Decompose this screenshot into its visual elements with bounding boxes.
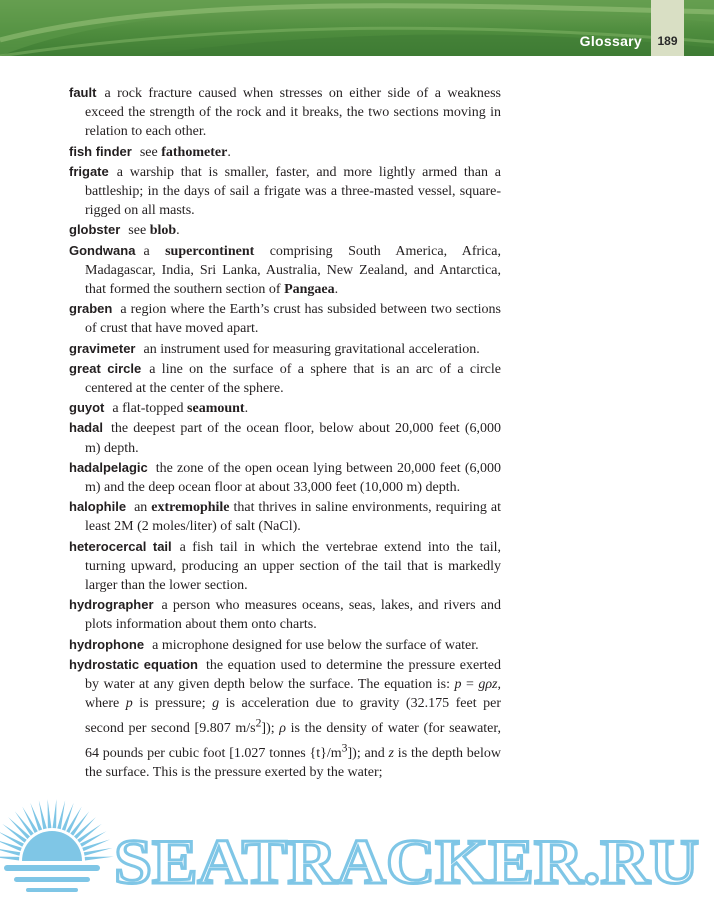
glossary-entry xyxy=(69,83,501,142)
section-title: Glossary xyxy=(579,33,642,49)
sun-burst-icon xyxy=(0,799,114,907)
seatracker-watermark xyxy=(0,795,714,907)
glossary-entry xyxy=(69,162,501,221)
glossary-definition: a region where the Earth’s crust has subsided between two sections of crust that have moved apart. xyxy=(85,302,501,337)
cross-reference: fathometer xyxy=(161,144,228,160)
glossary-entry xyxy=(69,339,501,359)
glossary-term: halophile xyxy=(69,499,127,515)
glossary-entry xyxy=(69,635,501,655)
glossary-definition: the deepest part of the ocean floor, below about 20,000 feet (6,000 m) depth. xyxy=(85,421,501,456)
glossary-term: heterocercal tail xyxy=(69,538,172,554)
glossary-entry xyxy=(69,655,501,783)
glossary-term: frigate xyxy=(69,163,109,179)
glossary-entry xyxy=(69,241,501,300)
glossary-definition: a warship that is smaller, faster, and more lightly armed than a battleship; in the days of sail a frigate was a three-masted vessel, square-rigged on all masts. xyxy=(85,164,501,219)
glossary-definition: an instrument used for measuring gravitational acceleration. xyxy=(143,341,480,357)
glossary-term: Gondwana xyxy=(69,242,136,258)
glossary-entry xyxy=(69,537,501,596)
glossary-definition: a person who measures oceans, seas, lakes, and rivers and plots information about them onto charts. xyxy=(85,598,501,633)
glossary-definition: a fish tail in which the vertebrae extend into the tail, turning upward, producing an upper section of the tail that is markedly larger than the lower section. xyxy=(85,539,501,594)
sun-ray xyxy=(85,857,114,861)
watermark-text: SEATRACKER.RU xyxy=(114,826,699,897)
glossary-entry xyxy=(69,359,501,398)
glossary-term: graben xyxy=(69,301,113,317)
glossary-entry xyxy=(69,398,501,418)
glossary-definition: the equation used to determine the pressure exerted by water at any given depth below the surface. The equation is: p = gρz, where p is pressure; g is acceleration due to gravity (32.175 feet per second per second [9.807 $m/s^2$]); ρ is the density of water (for seawater, 64 pounds per cubic foot [1.027 tonnes $\{t\}/m^3$]); and z is the depth below the surface. This is the pressure exerted by the water; xyxy=(85,657,502,781)
cross-reference: extremophile xyxy=(151,500,230,516)
glossary-entry xyxy=(69,418,501,457)
glossary-definition: a supercontinent comprising South America, Africa, Madagascar, India, Sri Lanka, Australia, New Zealand, and Antarctica, that formed the southern section of Pangaea. xyxy=(85,243,501,298)
glossary-definition: a microphone designed for use below the surface of water. xyxy=(152,637,479,653)
glossary-entry xyxy=(69,142,501,162)
glossary-term: hydrophone xyxy=(69,636,145,652)
glossary-definition: a flat-topped seamount. xyxy=(112,401,249,417)
sun-ray xyxy=(0,857,19,861)
glossary-term: fish finder xyxy=(69,143,132,159)
glossary-term: hadal xyxy=(69,420,103,436)
glossary-term: great circle xyxy=(69,360,142,376)
glossary-term: guyot xyxy=(69,400,105,416)
glossary-definition: see blob. xyxy=(128,223,180,239)
glossary-definition: the zone of the open ocean lying between 20,000 feet (6,000 m) and the deep ocean floor at about 33,000 feet (10,000 m) depth. xyxy=(85,460,501,496)
glossary-entry xyxy=(69,220,501,240)
glossary-definition: an extremophile that thrives in saline environments, requiring at least 2M (2 moles/liter) of salt (NaCl). xyxy=(85,500,501,535)
glossary-entry xyxy=(69,299,501,338)
cross-reference: supercontinent xyxy=(165,243,255,259)
glossary-entry xyxy=(69,497,501,536)
glossary-term: gravimeter xyxy=(69,340,136,356)
glossary-entry xyxy=(69,458,501,497)
glossary-definition: a line on the surface of a sphere that is an arc of a circle centered at the center of the sphere. xyxy=(85,361,501,397)
glossary-entries xyxy=(69,83,501,782)
cross-reference: seamount xyxy=(187,401,245,417)
glossary-definition: see fathometer. xyxy=(139,144,231,160)
sun-ray xyxy=(53,799,57,828)
glossary-term: hydrographer xyxy=(69,597,154,613)
sun-ray xyxy=(48,799,52,828)
glossary-definition: a rock fracture caused when stresses on either side of a weakness exceed the strength of the rock and it breaks, the two sections moving in relation to each other. xyxy=(85,86,501,140)
glossary-term: globster xyxy=(69,222,121,238)
cross-reference: blob xyxy=(149,223,177,239)
page-number-tab xyxy=(651,0,684,56)
glossary-term: fault xyxy=(69,85,97,100)
page-number: 189 xyxy=(657,34,678,48)
glossary-term: hydrostatic equation xyxy=(69,656,198,672)
glossary-term: hadalpelagic xyxy=(69,459,148,475)
glossary-entry xyxy=(69,595,501,634)
cross-reference: Pangaea xyxy=(284,282,335,298)
page-header xyxy=(0,0,714,56)
